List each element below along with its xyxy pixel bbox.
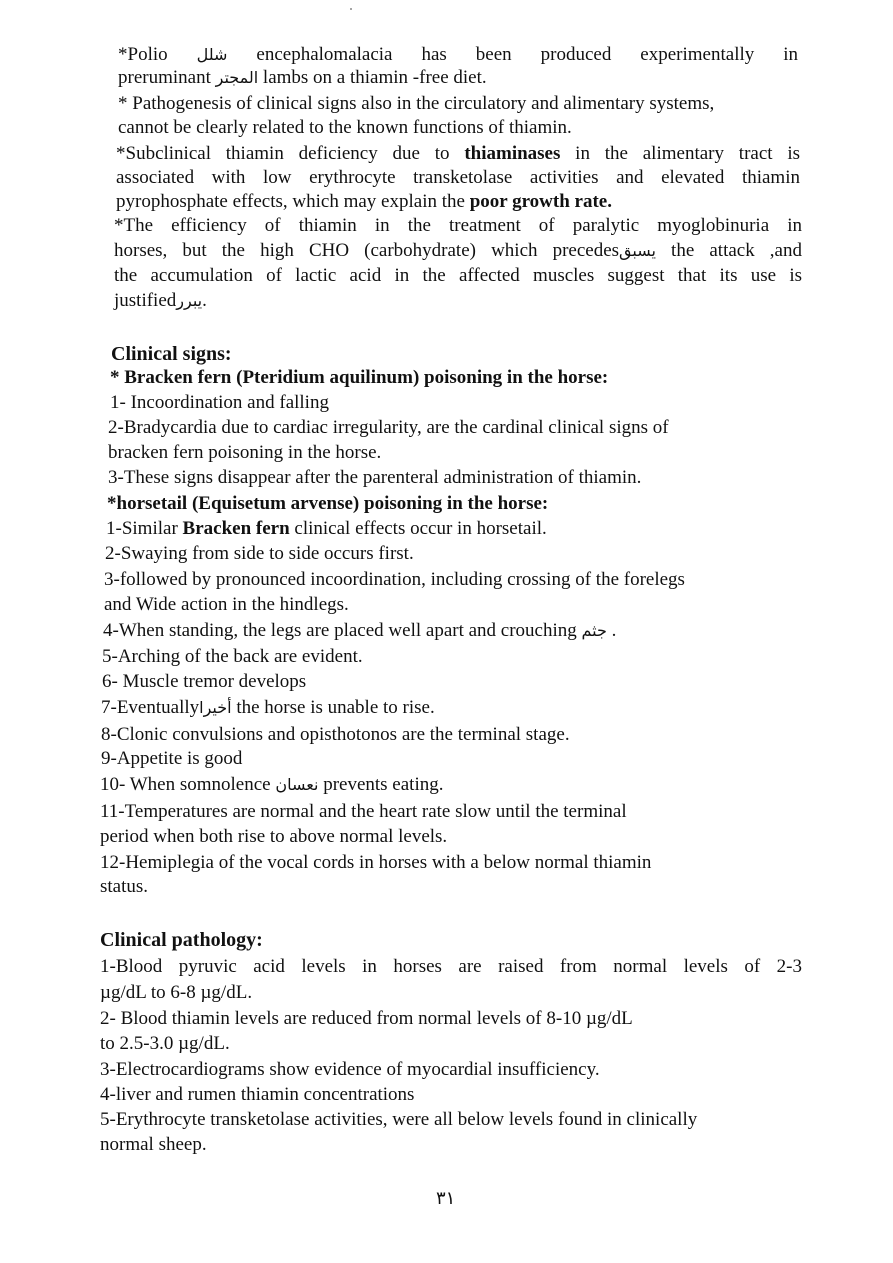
intro-p3-line3: pyrophosphate effects, which may explain the poor growth rate. (116, 191, 612, 212)
clinical-pathology-heading: Clinical pathology: (100, 929, 263, 951)
horsetail-sign-3-line1: 3-followed by pronounced incoordination, including crossing of the forelegs (104, 569, 685, 590)
intro-p4-line3: the accumulation of lactic acid in the affected muscles suggest that its use is (114, 265, 802, 286)
horsetail-sign-12-line1: 12-Hemiplegia of the vocal cords in horses with a below normal thiamin (100, 852, 652, 873)
horsetail-sign-5: 5-Arching of the back are evident. (102, 646, 363, 667)
horsetail-sign-2: 2-Swaying from side to side occurs first. (105, 543, 414, 564)
pathology-item-3: 3-Electrocardiograms show evidence of myocardial insufficiency. (100, 1059, 600, 1080)
clinical-signs-heading: Clinical signs: (111, 343, 232, 365)
horsetail-sign-10: 10- When somnolence نعسان prevents eating. (100, 774, 444, 795)
bracken-sign-1: 1- Incoordination and falling (110, 392, 329, 413)
bracken-fern-heading: * Bracken fern (Pteridium aquilinum) poisoning in the horse: (110, 367, 609, 388)
intro-p4-line4: justifiedيبرر. (114, 290, 207, 311)
pathology-item-4: 4-liver and rumen thiamin concentrations (100, 1084, 415, 1105)
page-number: ٣١ (436, 1188, 456, 1209)
pathology-item-2-line2: to 2.5-3.0 µg/dL. (100, 1033, 230, 1054)
horsetail-heading: *horsetail (Equisetum arvense) poisoning in the horse: (107, 493, 549, 514)
intro-p1-line2: preruminant المجتر lambs on a thiamin -free diet. (118, 67, 487, 88)
horsetail-sign-11-line2: period when both rise to above normal levels. (100, 826, 448, 847)
bracken-sign-3: 3-These signs disappear after the parenteral administration of thiamin. (108, 467, 642, 488)
intro-p2-line1: * Pathogenesis of clinical signs also in the circulatory and alimentary systems, (118, 93, 715, 114)
horsetail-sign-1: 1-Similar Bracken fern clinical effects occur in horsetail. (106, 518, 547, 539)
bracken-sign-2-line2: bracken fern poisoning in the horse. (108, 442, 382, 463)
pathology-item-1-line1: 1-Blood pyruvic acid levels in horses are raised from normal levels of 2-3 (100, 956, 802, 977)
horsetail-sign-7: 7-Eventuallyأخيرا the horse is unable to rise. (101, 697, 435, 718)
pathology-item-1-line2: µg/dL to 6-8 µg/dL. (100, 982, 253, 1003)
horsetail-sign-11-line1: 11-Temperatures are normal and the heart rate slow until the terminal (100, 801, 627, 822)
intro-p4-line2: horses, but the high CHO (carbohydrate) which precedesيسبق the attack ,and (114, 240, 802, 261)
scan-speck (350, 8, 352, 10)
intro-p3-line2: associated with low erythrocyte transketolase activities and elevated thiamin (116, 167, 800, 188)
pathology-item-5-line1: 5-Erythrocyte transketolase activities, were all below levels found in clinically (100, 1109, 698, 1130)
pathology-item-5-line2: normal sheep. (100, 1134, 207, 1155)
horsetail-sign-9: 9-Appetite is good (101, 748, 243, 769)
horsetail-sign-6: 6- Muscle tremor develops (102, 671, 307, 692)
horsetail-sign-12-line2: status. (100, 876, 149, 897)
intro-p1-line1: *Polio شلل encephalomalacia has been produced experimentally in (118, 44, 799, 65)
pathology-item-2-line1: 2- Blood thiamin levels are reduced from normal levels of 8-10 µg/dL (100, 1008, 633, 1029)
bracken-sign-2-line1: 2-Bradycardia due to cardiac irregularity, are the cardinal clinical signs of (108, 417, 669, 438)
horsetail-sign-3-line2: and Wide action in the hindlegs. (104, 594, 349, 615)
horsetail-sign-4: 4-When standing, the legs are placed well apart and crouching جثم . (103, 620, 617, 641)
horsetail-sign-8: 8-Clonic convulsions and opisthotonos are the terminal stage. (101, 724, 570, 745)
intro-p4-line1: *The efficiency of thiamin in the treatment of paralytic myoglobinuria in (114, 215, 802, 236)
intro-p2-line2: cannot be clearly related to the known functions of thiamin. (118, 117, 572, 138)
intro-p3-line1: *Subclinical thiamin deficiency due to thiaminases in the alimentary tract is (116, 143, 801, 164)
